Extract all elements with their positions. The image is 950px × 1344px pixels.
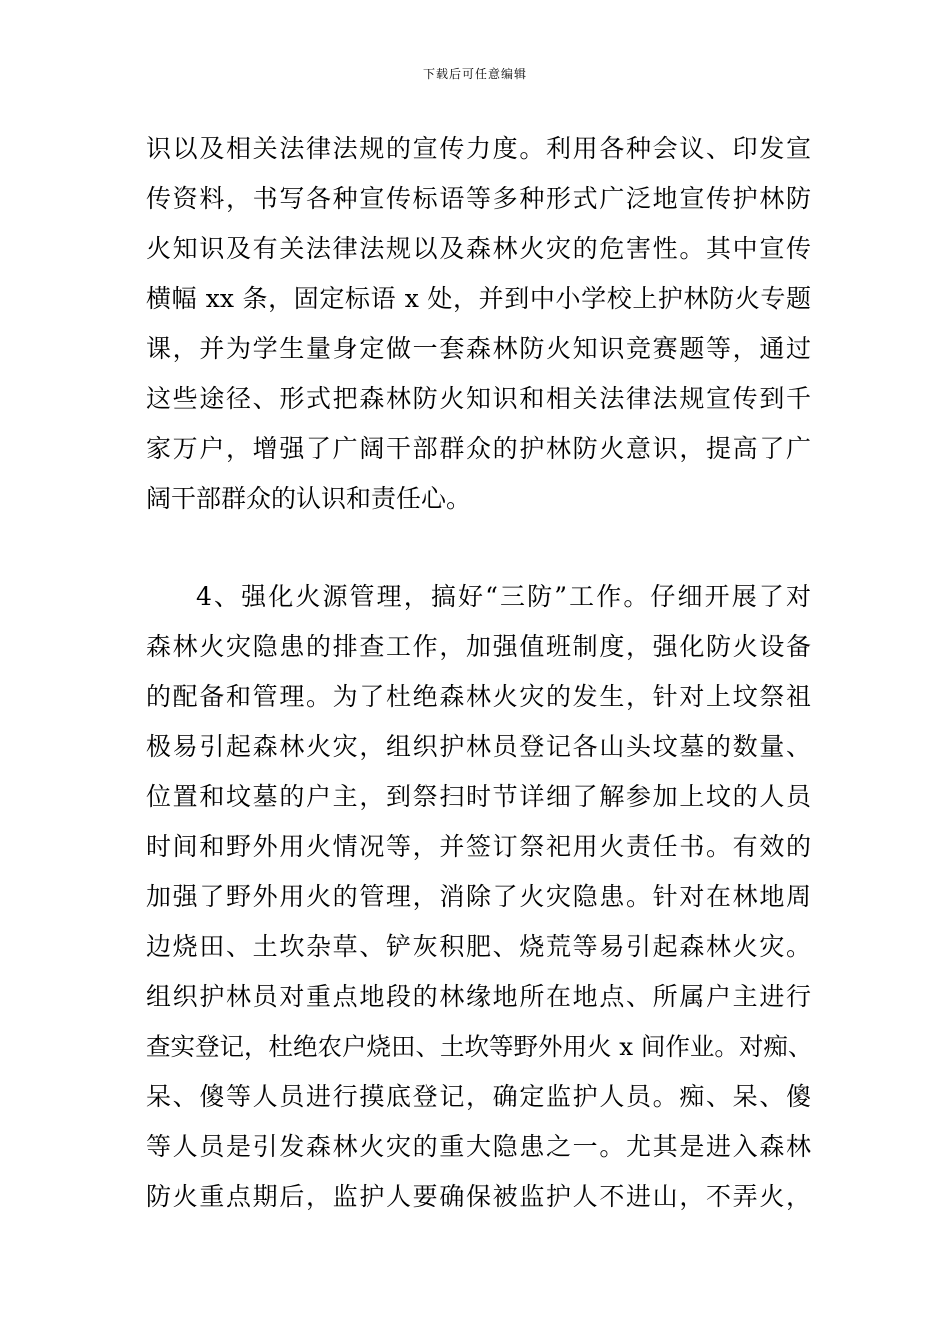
text-line: 组织护林员对重点地段的林缘地所在地点、所属户主进行 (146, 982, 811, 1011)
text-line: 查实登记，杜绝农户烧田、土坎等野外用火 x 间作业。对痴、 (146, 1032, 813, 1061)
text-line: 横幅 xx 条，固定标语 x 处，并到中小学校上护林防火专题 (146, 284, 811, 313)
text-line: 极易引起森林火灾，组织护林员登记各山头坟墓的数量、 (146, 732, 811, 761)
text-line: 加强了野外用火的管理，消除了火灾隐患。针对在林地周 (146, 882, 811, 911)
text-line: 火知识及有关法律法规以及森林火灾的危害性。其中宣传 (146, 234, 811, 263)
text-line: 这些途径、形式把森林防火知识和相关法律法规宣传到千 (146, 384, 811, 413)
text-line: 时间和野外用火情况等，并签订祭祀用火责任书。有效的 (146, 832, 811, 861)
page-header: 下载后可任意编辑 (422, 67, 527, 81)
paragraph-publicity (146, 124, 811, 524)
text-line: 边烧田、土坎杂草、铲灰积肥、烧荒等易引起森林火灾。 (146, 932, 811, 961)
text-line: 课，并为学生量身定做一套森林防火知识竞赛题等，通过 (146, 334, 811, 363)
text-line: 家万户，增强了广阔干部群众的护林防火意识，提高了广 (146, 434, 811, 463)
text-line: 识以及相关法律法规的宣传力度。利用各种会议、印发宣 (146, 134, 811, 163)
text-line: 阔干部群众的认识和责任心。 (146, 484, 472, 513)
text-line: 的配备和管理。为了杜绝森林火灾的发生，针对上坟祭祖 (146, 682, 811, 711)
text-line: 4、强化火源管理，搞好“三防”工作。仔细开展了对 (196, 582, 811, 611)
text-line: 传资料，书写各种宣传标语等多种形式广泛地宣传护林防 (146, 184, 811, 213)
text-line: 森林火灾隐患的排查工作，加强值班制度，强化防火设备 (146, 632, 811, 661)
text-line: 位置和坟墓的户主，到祭扫时节详细了解参加上坟的人员 (146, 782, 811, 811)
text-line: 呆、傻等人员进行摸底登记，确定监护人员。痴、呆、傻 (146, 1082, 811, 1111)
paragraph-fire-source-management (146, 572, 811, 1222)
text-line: 防火重点期后，监护人要确保被监护人不进山，不弄火， (146, 1182, 811, 1211)
text-line: 等人员是引发森林火灾的重大隐患之一。尤其是进入森林 (146, 1132, 811, 1161)
